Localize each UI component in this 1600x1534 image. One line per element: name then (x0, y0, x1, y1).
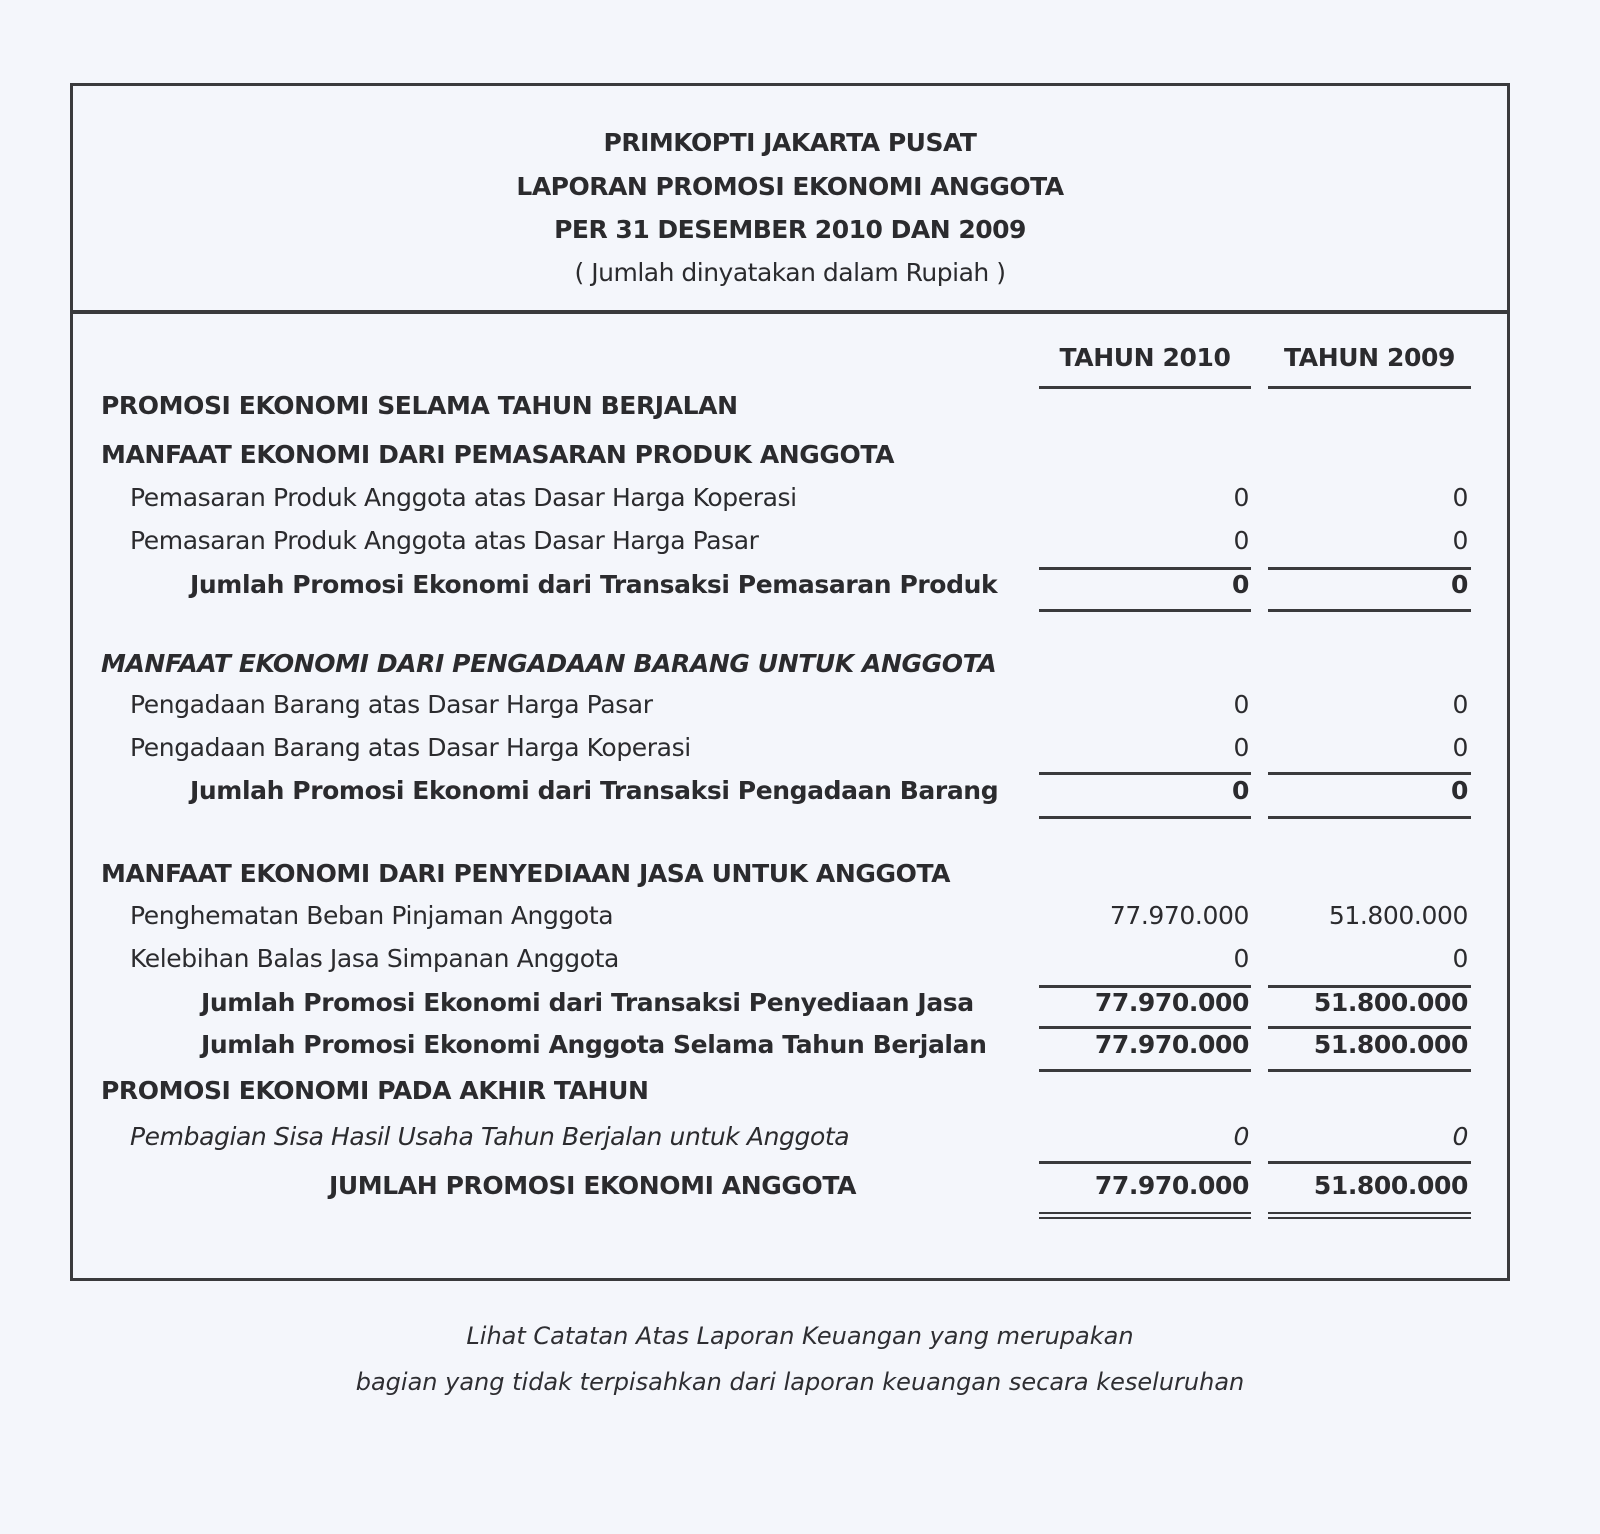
table-row: Pengadaan Barang atas Dasar Harga Koperasi 0 0 (130, 733, 1468, 762)
total-line (1268, 609, 1471, 612)
report-header (73, 86, 1507, 314)
column-header-row (73, 343, 1507, 383)
unit-note: ( Jumlah dinyatakan dalam Rupiah ) (574, 258, 1006, 287)
year-total-row: Jumlah Promosi Ekonomi Anggota Selama Tahun Berjalan 77.970.000 51.800.000 (201, 1030, 1468, 1059)
section-heading: PROMOSI EKONOMI PADA AKHIR TAHUN (101, 1076, 649, 1105)
table-row: Pemasaran Produk Anggota atas Dasar Harga Pasar 0 0 (130, 526, 1468, 555)
subsection-heading: MANFAAT EKONOMI DARI PEMASARAN PRODUK ANGGOTA (101, 440, 895, 469)
double-underline (1039, 1212, 1251, 1214)
column-underline-2009 (1268, 386, 1471, 389)
column-underline-2010 (1039, 386, 1251, 389)
total-line (1268, 1026, 1471, 1029)
total-line (1268, 1069, 1471, 1072)
total-line (1039, 1069, 1251, 1072)
report-title: LAPORAN PROMOSI EKONOMI ANGGOTA (516, 172, 1064, 201)
table-row: Kelebihan Balas Jasa Simpanan Anggota 0 0 (130, 944, 1468, 973)
report-frame (70, 83, 1510, 1281)
subtotal-row: Jumlah Promosi Ekonomi dari Transaksi Pemasaran Produk 0 0 (190, 570, 1468, 599)
table-row: Pemasaran Produk Anggota atas Dasar Harga Koperasi 0 0 (130, 483, 1468, 512)
subsection-heading: MANFAAT EKONOMI DARI PENYEDIAAN JASA UNTUK ANGGOTA (101, 859, 951, 888)
report-period: PER 31 DESEMBER 2010 DAN 2009 (554, 215, 1026, 244)
double-underline (1268, 1212, 1471, 1214)
footer-note-line2: bagian yang tidak terpisahkan dari laporan keuangan secara keseluruhan (355, 1368, 1245, 1396)
subtotal-line (1268, 1161, 1471, 1164)
company-name: PRIMKOPTI JAKARTA PUSAT (603, 128, 977, 157)
subtotal-line (1039, 1161, 1251, 1164)
double-underline (1268, 1217, 1471, 1219)
column-header-2010: TAHUN 2010 (1059, 343, 1231, 372)
footer-note-line1: Lihat Catatan Atas Laporan Keuangan yang merupakan (466, 1322, 1134, 1350)
column-header-2009: TAHUN 2009 (1284, 343, 1455, 372)
section-heading: PROMOSI EKONOMI SELAMA TAHUN BERJALAN (101, 391, 738, 420)
double-underline (1039, 1217, 1251, 1219)
total-line (1039, 816, 1251, 819)
total-line (1039, 1026, 1251, 1029)
total-line (1268, 816, 1471, 819)
subtotal-row: Jumlah Promosi Ekonomi dari Transaksi Pengadaan Barang 0 0 (190, 776, 1468, 805)
subtotal-line (1268, 772, 1471, 775)
total-line (1039, 609, 1251, 612)
subtotal-row: Jumlah Promosi Ekonomi dari Transaksi Penyediaan Jasa 77.970.000 51.800.000 (201, 988, 1468, 1017)
table-row: Penghematan Beban Pinjaman Anggota 77.970.000 51.800.000 (130, 901, 1468, 930)
subsection-heading: MANFAAT EKONOMI DARI PENGADAAN BARANG UNTUK ANGGOTA (101, 649, 997, 678)
grand-total-row: JUMLAH PROMOSI EKONOMI ANGGOTA 77.970.000 51.800.000 (329, 1171, 1468, 1200)
subtotal-line (1039, 772, 1251, 775)
table-row: Pengadaan Barang atas Dasar Harga Pasar 0 0 (130, 690, 1468, 719)
table-row: Pembagian Sisa Hasil Usaha Tahun Berjalan untuk Anggota 0 0 (130, 1122, 1468, 1151)
